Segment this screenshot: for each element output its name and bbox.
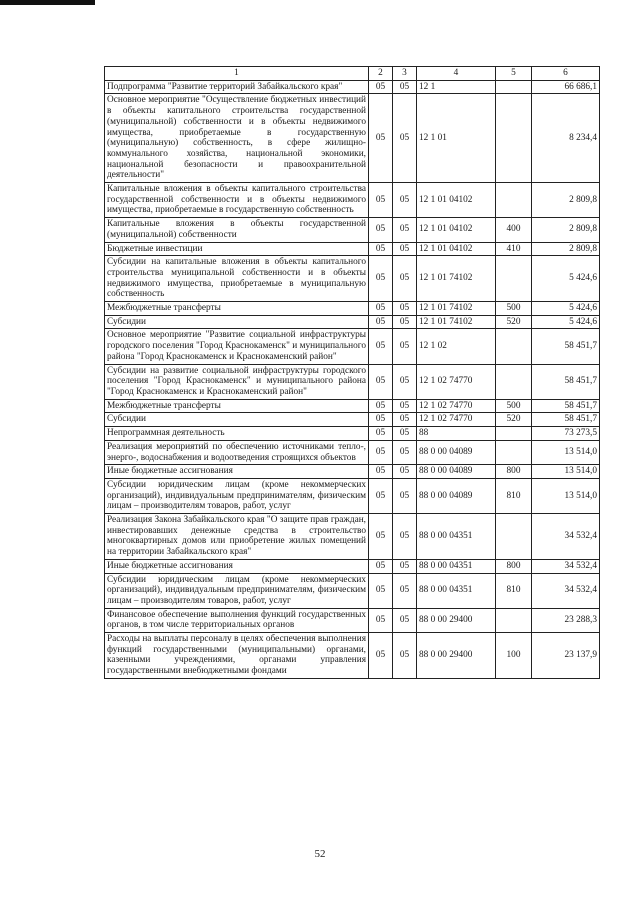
cell-c4: 12 1 02: [417, 329, 496, 364]
cell-c4: 12 1 01 04102: [417, 218, 496, 242]
table-row: [105, 559, 600, 573]
cell-c5: [496, 514, 532, 560]
row-description: Субсидии юридическим лицам (кроме некоммерческих организаций), индивидуальным предпринимателям, физическим лицам – производителям товаров, работ, услуг: [105, 573, 369, 608]
table-row: [105, 242, 600, 256]
cell-c6: 34 532,4: [532, 573, 600, 608]
cell-c2: 05: [369, 80, 393, 94]
cell-c3: 05: [393, 256, 417, 302]
cell-c5: [496, 329, 532, 364]
cell-c6: 2 809,8: [532, 183, 600, 218]
cell-c3: 05: [393, 242, 417, 256]
cell-c3: 05: [393, 218, 417, 242]
cell-c5: 410: [496, 242, 532, 256]
row-description: Субсидии на развитие социальной инфраструктуры городского поселения "Город Краснокаменск" и муниципального района "Город Краснокаменск и Краснокаменский район": [105, 364, 369, 399]
row-description: Капитальные вложения в объекты капитального строительства государственной собственности и в объекты недвижимого имущества, приобретаемые в государственную собственность: [105, 183, 369, 218]
row-description: Подпрограмма "Развитие территорий Забайкальского края": [105, 80, 369, 94]
cell-c6: 73 273,5: [532, 427, 600, 441]
table-header-row: [105, 67, 600, 81]
row-description: Иные бюджетные ассигнования: [105, 559, 369, 573]
cell-c6: 58 451,7: [532, 399, 600, 413]
cell-c5: [496, 256, 532, 302]
cell-c3: 05: [393, 302, 417, 316]
cell-c3: 05: [393, 465, 417, 479]
top-edge-bar: [0, 0, 95, 5]
budget-table-body: [105, 67, 600, 679]
table-row: [105, 465, 600, 479]
cell-c2: 05: [369, 559, 393, 573]
cell-c4: 88 0 00 04351: [417, 573, 496, 608]
header-cell: 2: [369, 67, 393, 81]
cell-c4: 12 1 01 04102: [417, 183, 496, 218]
row-description: Реализация мероприятий по обеспечению источниками тепло-, энерго-, водоснабжения и водоотведения строящихся объектов: [105, 440, 369, 464]
cell-c4: 88 0 00 04089: [417, 465, 496, 479]
row-description: Непрограммная деятельность: [105, 427, 369, 441]
cell-c4: 88 0 00 04351: [417, 559, 496, 573]
table-row: [105, 94, 600, 183]
cell-c6: 58 451,7: [532, 413, 600, 427]
cell-c6: 13 514,0: [532, 465, 600, 479]
table-row: [105, 514, 600, 560]
row-description: Бюджетные инвестиции: [105, 242, 369, 256]
cell-c4: 12 1 02 74770: [417, 399, 496, 413]
cell-c6: 13 514,0: [532, 440, 600, 464]
cell-c2: 05: [369, 315, 393, 329]
table-row: [105, 427, 600, 441]
cell-c2: 05: [369, 413, 393, 427]
cell-c4: 88 0 00 29400: [417, 633, 496, 679]
cell-c2: 05: [369, 514, 393, 560]
cell-c4: 88 0 00 04089: [417, 478, 496, 513]
cell-c4: 12 1: [417, 80, 496, 94]
cell-c2: 05: [369, 573, 393, 608]
cell-c4: 12 1 01 74102: [417, 302, 496, 316]
row-description: Субсидии на капитальные вложения в объекты капитального строительства муниципальной собственности и в объекты недвижимого имущества, приобретаемые в муниципальную собственность: [105, 256, 369, 302]
cell-c3: 05: [393, 608, 417, 632]
cell-c2: 05: [369, 633, 393, 679]
cell-c2: 05: [369, 242, 393, 256]
cell-c6: 58 451,7: [532, 364, 600, 399]
row-description: Основное мероприятие "Развитие социальной инфраструктуры городского поселения "Город Краснокаменск" и муниципального района "Город Краснокаменск и Краснокаменский район": [105, 329, 369, 364]
cell-c3: 05: [393, 315, 417, 329]
table-row: [105, 364, 600, 399]
cell-c6: 2 809,8: [532, 218, 600, 242]
row-description: Иные бюджетные ассигнования: [105, 465, 369, 479]
cell-c6: 58 451,7: [532, 329, 600, 364]
cell-c3: 05: [393, 364, 417, 399]
table-row: [105, 633, 600, 679]
cell-c5: 520: [496, 315, 532, 329]
cell-c2: 05: [369, 183, 393, 218]
table-row: [105, 440, 600, 464]
cell-c2: 05: [369, 364, 393, 399]
cell-c2: 05: [369, 218, 393, 242]
cell-c6: 34 532,4: [532, 559, 600, 573]
cell-c2: 05: [369, 302, 393, 316]
table-row: [105, 80, 600, 94]
cell-c5: 810: [496, 573, 532, 608]
cell-c2: 05: [369, 440, 393, 464]
cell-c2: 05: [369, 329, 393, 364]
cell-c3: 05: [393, 183, 417, 218]
cell-c6: 13 514,0: [532, 478, 600, 513]
budget-table: [104, 66, 600, 679]
cell-c6: 23 288,3: [532, 608, 600, 632]
cell-c4: 88: [417, 427, 496, 441]
table-row: [105, 608, 600, 632]
table-row: [105, 329, 600, 364]
cell-c4: 88 0 00 04351: [417, 514, 496, 560]
table-row: [105, 478, 600, 513]
row-description: Основное мероприятие "Осуществление бюджетных инвестиций в объекты капитального строительства государственной (муниципальной) собственности и в объекты недвижимого имущества, приобретаемые в государственную (муниципальную) собственность, в сфере жилищно-коммунального хозяйства, национальной экономики, национальной безопасности и правоохранительной деятельности": [105, 94, 369, 183]
header-cell: 1: [105, 67, 369, 81]
table-row: [105, 302, 600, 316]
cell-c5: 500: [496, 302, 532, 316]
cell-c5: [496, 80, 532, 94]
header-cell: 3: [393, 67, 417, 81]
cell-c5: [496, 364, 532, 399]
cell-c3: 05: [393, 399, 417, 413]
header-cell: 6: [532, 67, 600, 81]
row-description: Субсидии юридическим лицам (кроме некоммерческих организаций), индивидуальным предпринимателям, физическим лицам – производителям товаров, работ, услуг: [105, 478, 369, 513]
cell-c5: [496, 183, 532, 218]
cell-c3: 05: [393, 440, 417, 464]
cell-c3: 05: [393, 80, 417, 94]
cell-c5: [496, 440, 532, 464]
cell-c5: 800: [496, 559, 532, 573]
cell-c5: [496, 427, 532, 441]
cell-c2: 05: [369, 465, 393, 479]
cell-c6: 23 137,9: [532, 633, 600, 679]
row-description: Субсидии: [105, 413, 369, 427]
cell-c5: 810: [496, 478, 532, 513]
cell-c4: 88 0 00 29400: [417, 608, 496, 632]
cell-c4: 88 0 00 04089: [417, 440, 496, 464]
cell-c4: 12 1 01 74102: [417, 256, 496, 302]
cell-c3: 05: [393, 573, 417, 608]
table-row: [105, 315, 600, 329]
table-row: [105, 413, 600, 427]
cell-c5: 400: [496, 218, 532, 242]
cell-c3: 05: [393, 633, 417, 679]
cell-c6: 5 424,6: [532, 315, 600, 329]
row-description: Реализация Закона Забайкальского края "О защите прав граждан, инвестировавших денежные средства в строительство многоквартирных домов или приобретение жилых помещений на территории Забайкальского края": [105, 514, 369, 560]
row-description: Межбюджетные трансферты: [105, 399, 369, 413]
row-description: Расходы на выплаты персоналу в целях обеспечения выполнения функций государственными (муниципальными) органами, казенными учреждениями, органами управления государственными внебюджетными фондами: [105, 633, 369, 679]
row-description: Межбюджетные трансферты: [105, 302, 369, 316]
cell-c6: 2 809,8: [532, 242, 600, 256]
row-description: Капитальные вложения в объекты государственной (муниципальной) собственности: [105, 218, 369, 242]
cell-c4: 12 1 02 74770: [417, 364, 496, 399]
cell-c4: 12 1 02 74770: [417, 413, 496, 427]
header-cell: 5: [496, 67, 532, 81]
cell-c6: 66 686,1: [532, 80, 600, 94]
cell-c5: [496, 94, 532, 183]
cell-c3: 05: [393, 514, 417, 560]
page-number: 52: [314, 848, 326, 860]
header-cell: 4: [417, 67, 496, 81]
table-row: [105, 183, 600, 218]
row-description: Финансовое обеспечение выполнения функций государственных органов, в том числе территориальных органов: [105, 608, 369, 632]
cell-c3: 05: [393, 559, 417, 573]
table-row: [105, 218, 600, 242]
cell-c2: 05: [369, 478, 393, 513]
row-description: Субсидии: [105, 315, 369, 329]
cell-c6: 5 424,6: [532, 302, 600, 316]
cell-c6: 5 424,6: [532, 256, 600, 302]
cell-c5: [496, 608, 532, 632]
cell-c5: 800: [496, 465, 532, 479]
cell-c3: 05: [393, 329, 417, 364]
cell-c4: 12 1 01: [417, 94, 496, 183]
cell-c3: 05: [393, 478, 417, 513]
cell-c2: 05: [369, 94, 393, 183]
table-row: [105, 399, 600, 413]
cell-c6: 34 532,4: [532, 514, 600, 560]
cell-c3: 05: [393, 94, 417, 183]
cell-c2: 05: [369, 608, 393, 632]
cell-c6: 8 234,4: [532, 94, 600, 183]
cell-c4: 12 1 01 74102: [417, 315, 496, 329]
cell-c5: 500: [496, 399, 532, 413]
cell-c5: 520: [496, 413, 532, 427]
cell-c4: 12 1 01 04102: [417, 242, 496, 256]
cell-c3: 05: [393, 413, 417, 427]
cell-c2: 05: [369, 399, 393, 413]
cell-c3: 05: [393, 427, 417, 441]
table-row: [105, 256, 600, 302]
cell-c2: 05: [369, 427, 393, 441]
table-row: [105, 573, 600, 608]
cell-c2: 05: [369, 256, 393, 302]
cell-c5: 100: [496, 633, 532, 679]
